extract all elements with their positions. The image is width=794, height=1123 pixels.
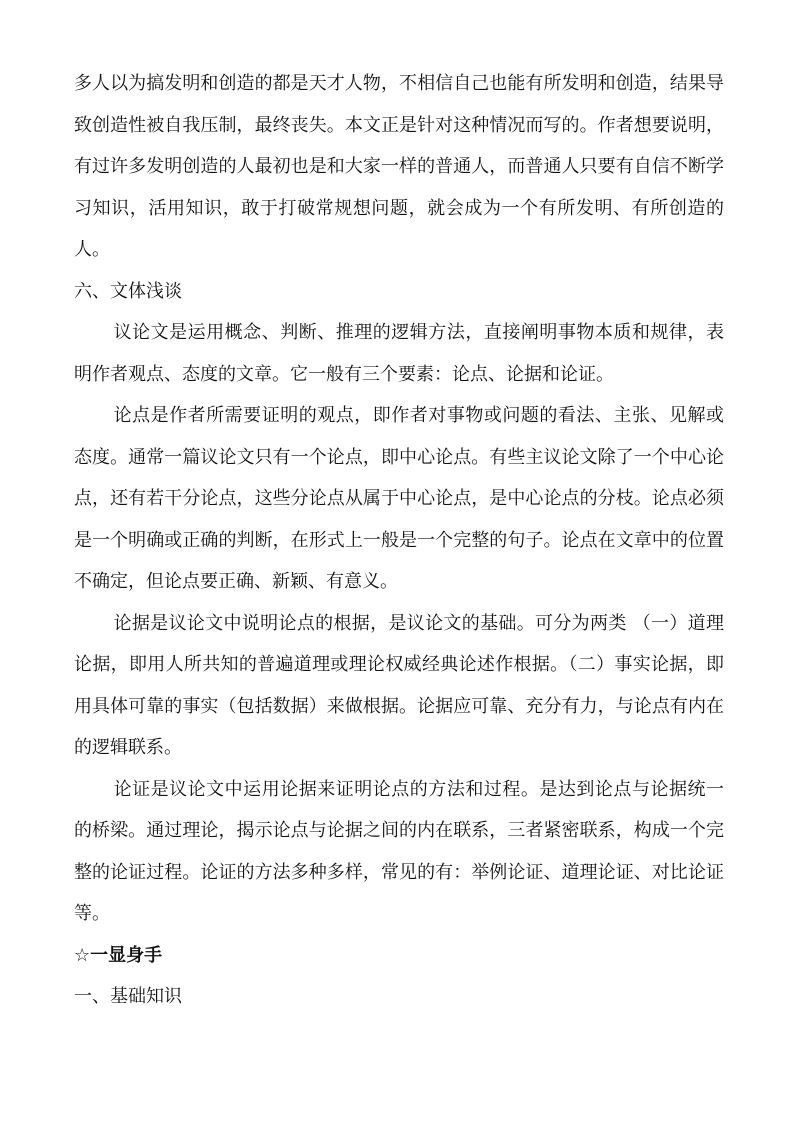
paragraph-reasoning: 论证是议论文中运用论据来证明论点的方法和过程。是达到论点与论据统一的桥梁。通过理论，揭示论点与论据之间的内在联系，三者紧密联系，构成一个完整的论证过程。论证的方法多种多样，常见的有：举例论证、道理论证、对比论证等。 bbox=[74, 778, 724, 924]
section-heading-show-skills: ☆一显身手 bbox=[74, 944, 163, 966]
section-heading-six: 六、文体浅谈 bbox=[74, 280, 182, 302]
paragraph-thesis: 论点是作者所需要证明的观点，即作者对事物或问题的看法、主张、见解或态度。通常一篇议论文只有一个论点，即中心论点。有些主议论文除了一个中心论点，还有若干分论点，这些分论点从属于中心论点，是中心论点的分枝。论点必须是一个明确或正确的判断，在形式上一般是一个完整的句子。论点在文章中的位置不确定，但论点要正确、新颖、有意义。 bbox=[74, 405, 724, 592]
section-heading-basic-knowledge: 一、基础知识 bbox=[74, 986, 182, 1007]
paragraph-evidence: 论据是议论文中说明论点的根据，是议论文的基础。可分为两类 （一）道理论据，即用人所共知的普遍道理或理论权威经典论述作根据。（二）事实论据，即用具体可靠的事实（包括数据）来做根据。论据应可靠、充分有力，与论点有内在的逻辑联系。 bbox=[74, 612, 724, 758]
document-body bbox=[74, 63, 724, 1018]
paragraph-argument-essay-definition: 议论文是运用概念、判断、推理的逻辑方法，直接阐明事物本质和规律，表明作者观点、态度的文章。它一般有三个要素：论点、论据和论证。 bbox=[74, 322, 724, 385]
paragraph-intro-continuation: 多人以为搞发明和创造的都是天才人物，不相信自己也能有所发明和创造，结果导致创造性被自我压制，最终丧失。本文正是针对这种情况而写的。作者想要说明，有过许多发明创造的人最初也是和大家一样的普通人，而普通人只要有自信不断学习知识，活用知识，敢于打破常规想问题，就会成为一个有所发明、有所创造的人。 bbox=[74, 73, 724, 260]
